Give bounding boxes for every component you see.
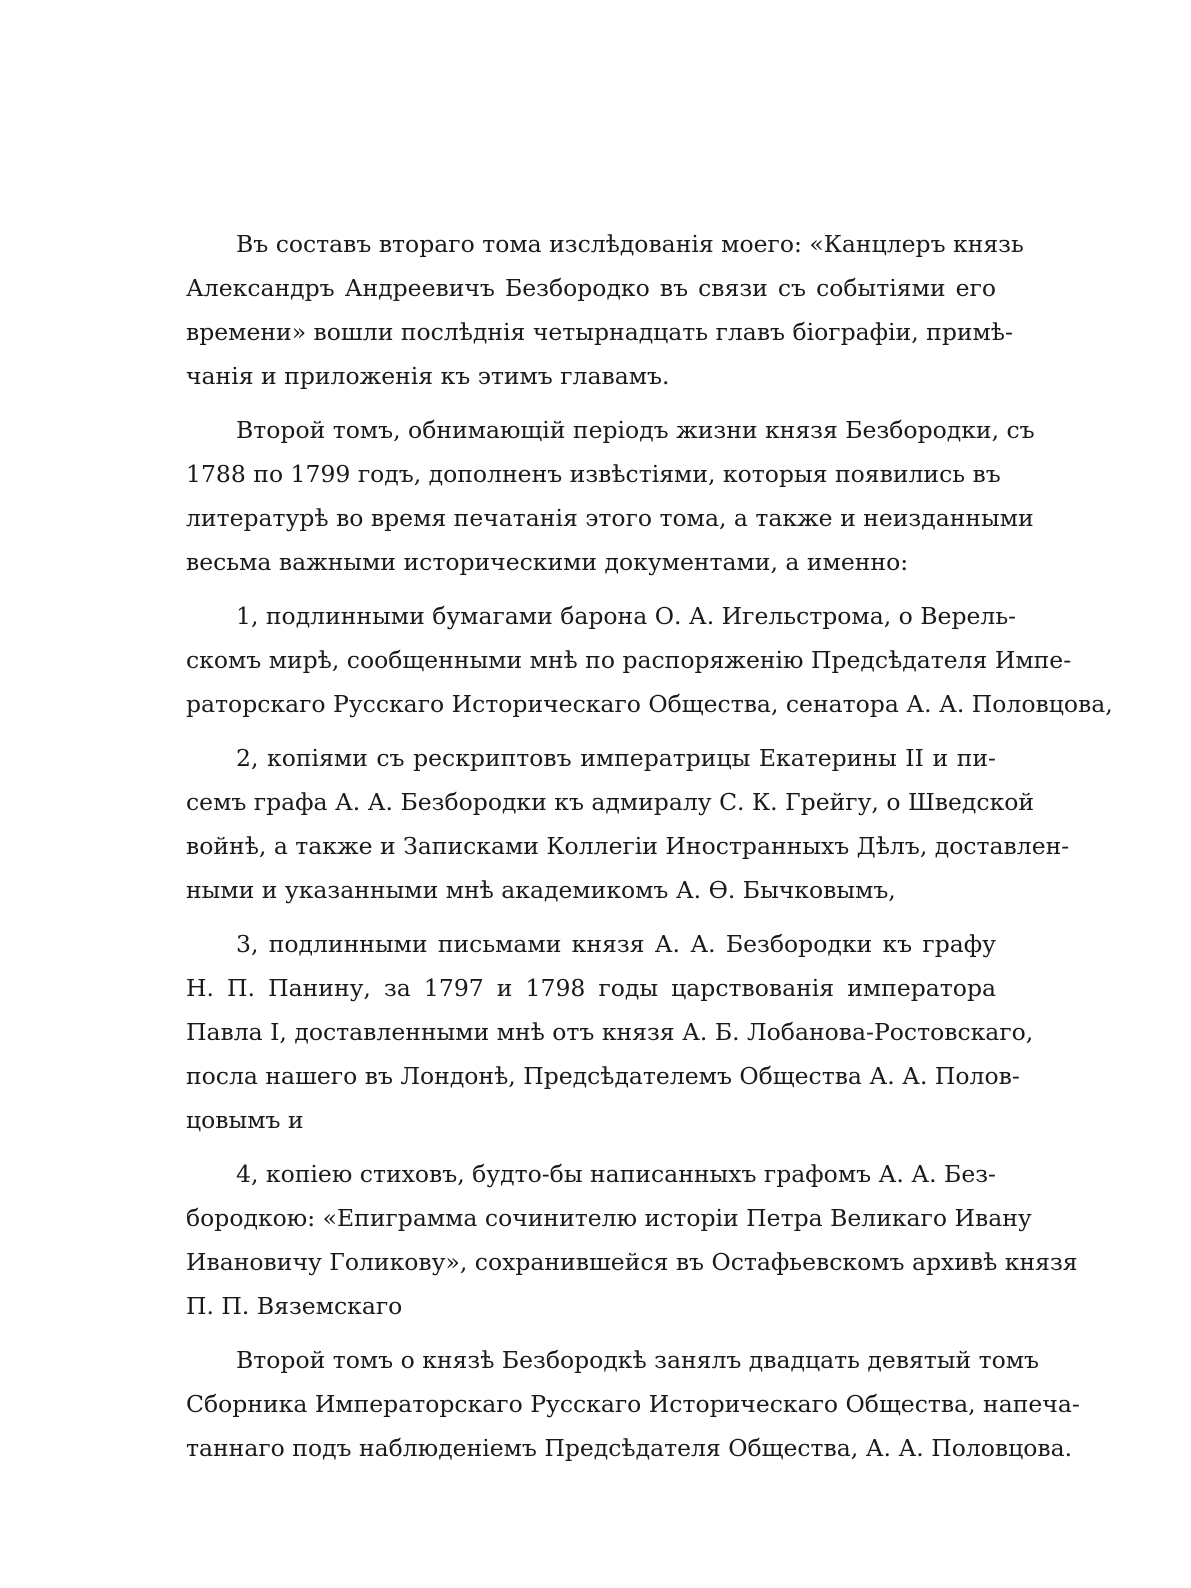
text-line: Павла I, доставленными мнѣ отъ князя А. Б. Лобанова-Ростовскаго,: [186, 1018, 1034, 1046]
text-line: весьма важными историческими документами, а именно:: [186, 548, 909, 576]
text-line: скомъ мирѣ, сообщенными мнѣ по распоряженію Предсѣдателя Импе-: [186, 646, 1072, 674]
text-line: раторскаго Русскаго Историческаго Общества, сенатора А. А. Половцова,: [186, 690, 1113, 718]
text-line: 4, копіею стиховъ, будто-бы написанныхъ графомъ А. А. Без-: [236, 1160, 996, 1188]
paragraph-second-volume: [186, 408, 1035, 584]
text-line: Второй томъ, обнимающій періодъ жизни князя Безбородки, съ: [236, 416, 1035, 444]
paragraph-closing: [186, 1338, 1080, 1470]
text-line: Сборника Императорскаго Русскаго Историческаго Общества, напеча-: [186, 1390, 1080, 1418]
text-line: 2, копіями съ рескриптовъ императрицы Екатерины II и пи-: [236, 744, 996, 772]
text-line: литературѣ во время печатанія этого тома, а также и неизданными: [186, 504, 1034, 532]
text-line: времени» вошли послѣднія четырнадцать главъ біографіи, примѣ-: [186, 318, 1013, 346]
paragraph-item-3: [186, 922, 1034, 1142]
text-line: войнѣ, а также и Записками Коллегіи Иностранныхъ Дѣлъ, доставлен-: [186, 832, 1070, 860]
paragraph-item-4: [186, 1152, 1078, 1328]
text-line: посла нашего въ Лондонѣ, Предсѣдателемъ Общества А. А. Полов-: [186, 1062, 1020, 1090]
text-line: ными и указанными мнѣ академикомъ А. Ѳ. Бычковымъ,: [186, 876, 896, 904]
text-line: семъ графа А. А. Безбородки къ адмиралу С. К. Грейгу, о Шведской: [186, 788, 1035, 816]
text-line: Александръ Андреевичъ Безбородко въ связи съ событіями его: [186, 274, 996, 302]
text-line: чанія и приложенія къ этимъ главамъ.: [186, 362, 670, 390]
text-line: Н. П. Панину, за 1797 и 1798 годы царствованія императора: [186, 974, 996, 1002]
paragraph-intro: [186, 222, 1024, 398]
text-line: Ивановичу Голикову», сохранившейся въ Остафьевскомъ архивѣ князя: [186, 1248, 1078, 1276]
paragraph-item-1: [186, 594, 1113, 726]
text-line: 1, подлинными бумагами барона О. А. Игельстрома, о Верель-: [236, 602, 1017, 630]
text-line: 3, подлинными письмами князя А. А. Безбородки къ графу: [236, 930, 996, 958]
text-line: П. П. Вяземскаго: [186, 1292, 403, 1320]
text-line: 1788 по 1799 годъ, дополненъ извѣстіями, которыя появились въ: [186, 460, 1001, 488]
text-line: Въ составъ втораго тома изслѣдованія моего: «Канцлеръ князь: [236, 230, 1024, 258]
body-text: [186, 222, 1113, 1480]
text-line: цовымъ и: [186, 1106, 304, 1134]
paragraph-item-2: [186, 736, 1070, 912]
text-line: таннаго подъ наблюденіемъ Предсѣдателя Общества, А. А. Половцова.: [186, 1434, 1073, 1462]
text-line: бородкою: «Епиграмма сочинителю исторіи Петра Великаго Ивану: [186, 1204, 1032, 1232]
text-line: Второй томъ о князѣ Безбородкѣ занялъ двадцать девятый томъ: [236, 1346, 1040, 1374]
